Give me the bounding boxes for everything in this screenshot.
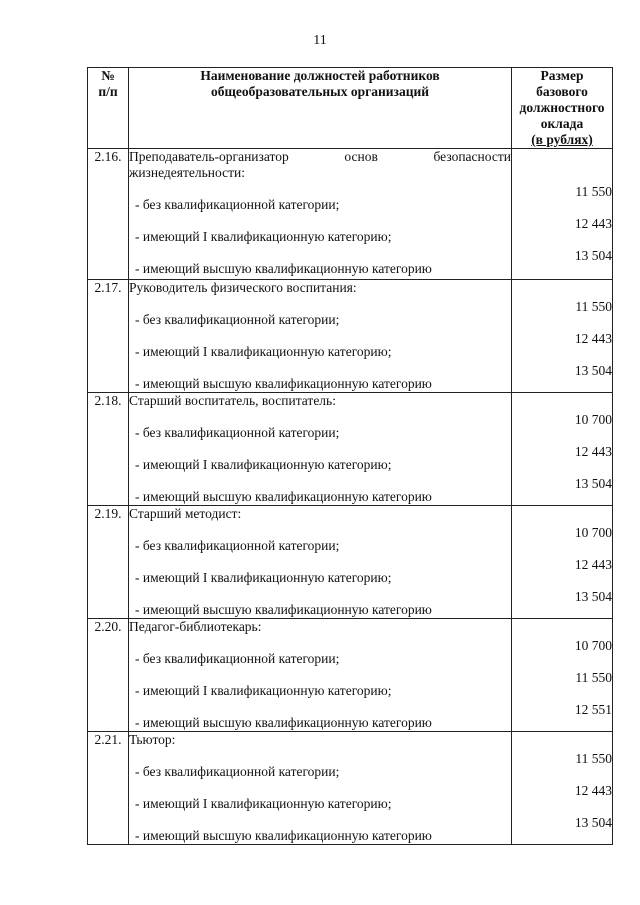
position-cell	[129, 149, 512, 280]
row-number: 2.19.	[88, 506, 129, 619]
position-title: Старший методист:	[129, 506, 242, 521]
position-title: Руководитель физического воспитания:	[129, 280, 357, 295]
salary-cell	[512, 732, 613, 845]
table-header-row	[88, 68, 613, 149]
salary-value: 13 504	[574, 363, 612, 378]
position-cell	[129, 732, 512, 845]
position-title	[129, 149, 511, 165]
header-name-line1: Наименование должностей работников	[200, 68, 440, 83]
category-label: - имеющий высшую квалификационную категорию	[135, 715, 432, 730]
position-cell	[129, 619, 512, 732]
salary-value: 12 443	[574, 331, 612, 346]
salary-cell	[512, 393, 613, 506]
category-label: - имеющий высшую квалификационную категорию	[135, 261, 432, 276]
position-title-part3: безопасности	[433, 149, 511, 164]
salary-value: 12 443	[574, 557, 612, 572]
table-row	[88, 149, 613, 280]
salary-value: 12 443	[574, 783, 612, 798]
table-row	[88, 280, 613, 393]
category-label: - без квалификационной категории;	[135, 764, 340, 779]
position-cell	[129, 506, 512, 619]
salary-value: 12 551	[574, 702, 612, 717]
position-title: Педагог-библиотекарь:	[129, 619, 262, 634]
header-salary-line3: должностного	[519, 100, 605, 115]
salary-cell	[512, 506, 613, 619]
salary-value: 10 700	[574, 412, 612, 427]
row-number: 2.18.	[88, 393, 129, 506]
salary-value: 13 504	[574, 476, 612, 491]
category-label: - без квалификационной категории;	[135, 425, 340, 440]
salary-value: 13 504	[574, 815, 612, 830]
row-number: 2.20.	[88, 619, 129, 732]
category-label: - имеющий высшую квалификационную категорию	[135, 828, 432, 843]
position-cell	[129, 393, 512, 506]
salary-value: 11 550	[575, 299, 612, 314]
header-salary-line1: Размер	[540, 68, 584, 83]
salary-cell	[512, 149, 613, 280]
category-label: - имеющий I квалификационную категорию;	[135, 570, 392, 585]
category-label: - имеющий I квалификационную категорию;	[135, 457, 392, 472]
salary-value: 12 443	[574, 216, 612, 231]
table-row	[88, 506, 613, 619]
header-salary-line5: (в рублях)	[531, 132, 593, 147]
category-label: - имеющий I квалификационную категорию;	[135, 796, 392, 811]
salary-table	[87, 67, 613, 845]
category-label: - имеющий I квалификационную категорию;	[135, 229, 392, 244]
category-label: - без квалификационной категории;	[135, 538, 340, 553]
table-row	[88, 393, 613, 506]
salary-value: 12 443	[574, 444, 612, 459]
salary-value: 10 700	[574, 638, 612, 653]
salary-value: 10 700	[574, 525, 612, 540]
row-number: 2.16.	[88, 149, 129, 280]
position-title-part1: Преподаватель-организатор	[129, 149, 289, 164]
position-title: Старший воспитатель, воспитатель:	[129, 393, 336, 408]
salary-value: 11 550	[575, 751, 612, 766]
category-label: - имеющий I квалификационную категорию;	[135, 344, 392, 359]
position-title-part2: основ	[344, 149, 378, 164]
header-number-line2: п/п	[98, 84, 118, 99]
position-title: Тьютор:	[129, 732, 176, 747]
table-row	[88, 732, 613, 845]
category-label: - без квалификационной категории;	[135, 651, 340, 666]
header-salary	[512, 68, 613, 149]
category-label: - имеющий I квалификационную категорию;	[135, 683, 392, 698]
salary-cell	[512, 619, 613, 732]
header-number	[88, 68, 129, 149]
salary-value: 11 550	[575, 670, 612, 685]
header-salary-line4: оклада	[540, 116, 584, 131]
table-row	[88, 619, 613, 732]
header-salary-line2: базового	[536, 84, 588, 99]
category-label: - имеющий высшую квалификационную категорию	[135, 602, 432, 617]
position-cell	[129, 280, 512, 393]
row-number: 2.17.	[88, 280, 129, 393]
category-label: - без квалификационной категории;	[135, 197, 340, 212]
salary-value: 13 504	[574, 248, 612, 263]
salary-value: 11 550	[575, 184, 612, 199]
header-position-name	[129, 68, 512, 149]
salary-value: 13 504	[574, 589, 612, 604]
category-label: - без квалификационной категории;	[135, 312, 340, 327]
page-number: 11	[313, 33, 327, 48]
header-name-line2: общеобразовательных организаций	[210, 84, 430, 99]
header-number-line1: №	[101, 68, 115, 83]
category-label: - имеющий высшую квалификационную категорию	[135, 489, 432, 504]
salary-cell	[512, 280, 613, 393]
row-number: 2.21.	[88, 732, 129, 845]
category-label: - имеющий высшую квалификационную категорию	[135, 376, 432, 391]
position-title-line2: жизнедеятельности:	[129, 165, 245, 180]
